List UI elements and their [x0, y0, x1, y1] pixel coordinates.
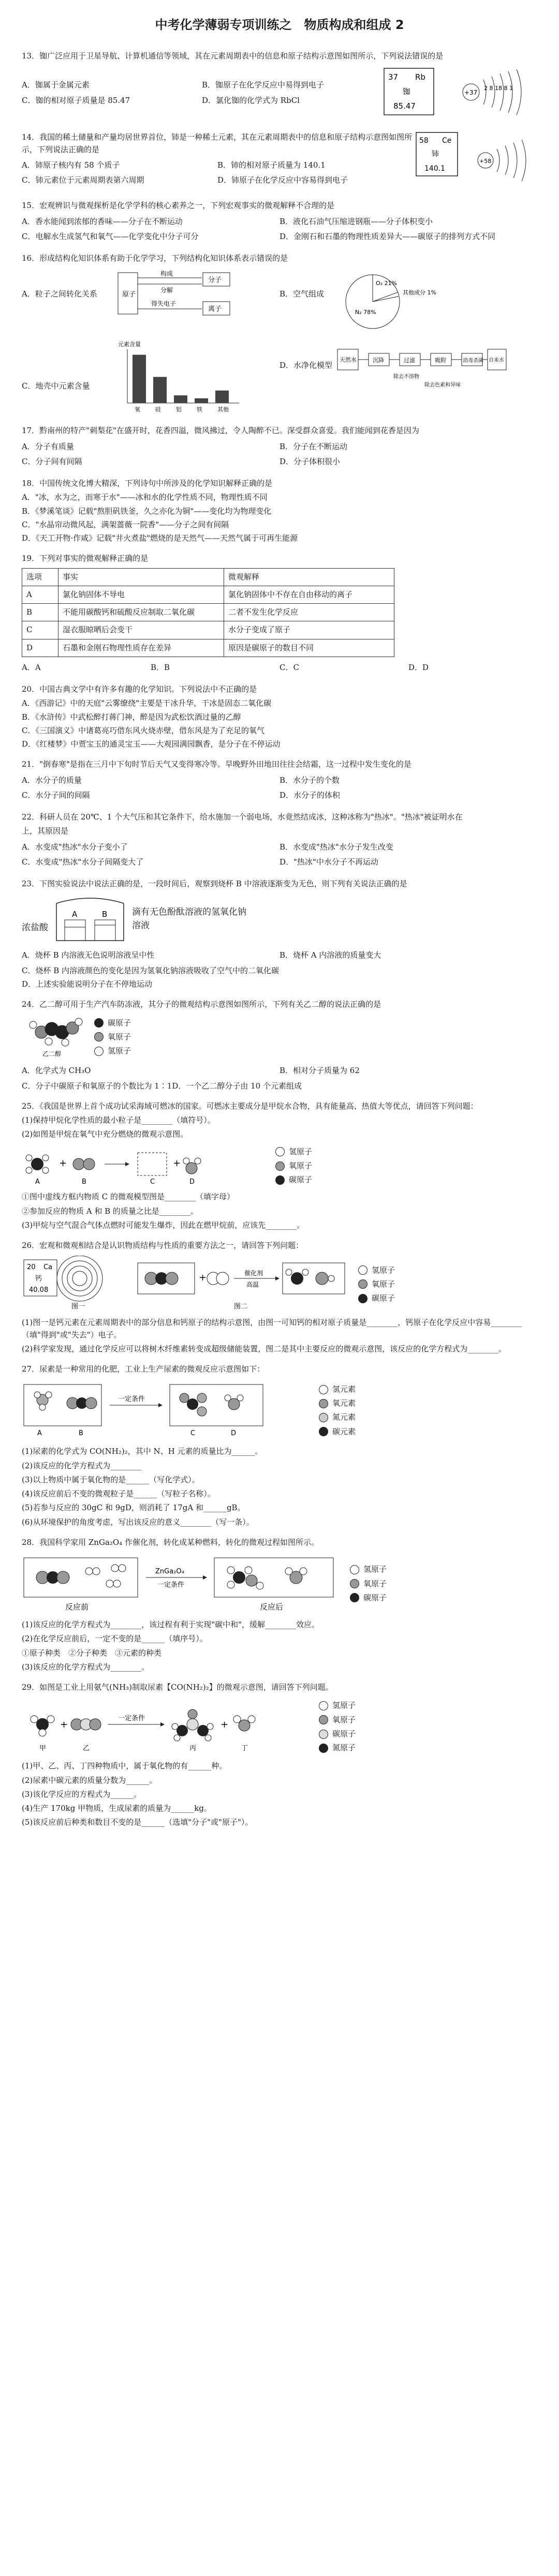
option-c: C．铈元素位于元素周期表第六周期 — [22, 175, 144, 185]
legend-nitrogen: 氮原子 — [319, 1742, 356, 1754]
svg-text:+: + — [220, 1719, 229, 1730]
option-a: A．铈原子核内有 58 个质子 — [22, 160, 120, 170]
methane-combustion-diagram — [22, 1145, 265, 1187]
nucleus-charge: +37 — [464, 89, 478, 97]
label-electron: 得失电子 — [151, 300, 176, 308]
label-remove-color: 除去色素和异味 — [424, 382, 461, 389]
question-21 — [22, 758, 537, 803]
label-disinfect: 消毒杀菌 — [463, 358, 483, 364]
option-d: D．D — [408, 662, 429, 672]
beaker-a-label: A — [72, 910, 78, 919]
subquestion-5: (5)该反应前后种类和数目不变的是______（选填"分子"或"原子"）。 — [22, 1818, 253, 1827]
subquestion-2: (2)该反应的化学方程式为________ — [22, 1461, 142, 1470]
table-cell: 水分子变成了原子 — [224, 621, 394, 639]
ca-mass: 40.08 — [29, 1286, 49, 1294]
legend-hydrogen: 氢原子 — [275, 1146, 312, 1158]
question-24 — [22, 999, 537, 1092]
subquestion-2a: ①图中虚线方框内物质 C 的微观模型图是________（填字母） — [22, 1192, 235, 1202]
beaker-b — [95, 920, 115, 941]
option-a: A．烧杯 B 内溶液无色说明溶液呈中性 — [22, 950, 155, 960]
shell-electrons: 2 8 18 8 1 — [484, 85, 513, 92]
bar-1 — [153, 377, 167, 403]
option-a: A．粒子之间转化关系 — [22, 289, 97, 299]
question-14 — [22, 129, 537, 191]
nucleus-charge: +58 — [479, 158, 492, 165]
bar-label-4: 其他 — [217, 406, 229, 413]
legend-nitrogen: 氮元素 — [319, 1411, 356, 1423]
header-explanation: 微观解释 — [224, 568, 394, 586]
label-naoh: 滴有无色酚酞溶液的氢氧化钠溶液 — [132, 907, 246, 931]
question-stem: 27．尿素是一种常用的化肥，工业上生产尿素的微观反应示意图如下： — [22, 1364, 265, 1374]
legend-carbon: 碳原子 — [358, 1292, 395, 1304]
option-d: D．水分子的体积 — [280, 790, 341, 800]
question-18 — [22, 478, 537, 544]
label-d: D — [189, 1178, 195, 1186]
subquestion-2: (2)如图是甲烷在氧气中充分燃烧的微观示意图。 — [22, 1129, 188, 1139]
ethylene-glycol-molecule — [22, 1014, 84, 1060]
crust-element-chart — [115, 339, 244, 416]
figure-2 — [136, 1256, 353, 1313]
question-27 — [22, 1363, 537, 1528]
figure-1-caption: 图一 — [71, 1303, 85, 1311]
legend-hydrogen: 氢原子 — [94, 1045, 131, 1057]
question-29 — [22, 1681, 537, 1829]
label-filter: 过滤 — [404, 357, 415, 364]
header-fact: 事实 — [58, 568, 224, 586]
subquestion-3: (3)该反应的化学方程式为________。 — [22, 1662, 150, 1672]
bell-jar — [56, 903, 124, 941]
option-c: C．分子间有间隔 — [22, 456, 82, 466]
question-stem: 17．黔南州的特产"刺梨花"在盛开时，花香四溢，微风拂过，令人陶醉不已。深受群众喜爱。我们能闻到花香是因为 — [22, 426, 419, 436]
option-b: B．烧杯 A 内溶液的质量变大 — [280, 950, 381, 960]
legend-oxygen: 氧原子 — [319, 1714, 356, 1726]
question-20 — [22, 683, 537, 750]
chart-title: 元素含量 — [118, 341, 141, 348]
legend-oxygen: 氧元素 — [319, 1397, 356, 1409]
legend-hydrogen: 氢原子 — [358, 1264, 395, 1276]
legend-hydrogen: 氢原子 — [350, 1564, 387, 1575]
option-d: D．氯化铷的化学式为 RbCl — [202, 95, 300, 105]
condition-label: 一定条件 — [118, 1714, 145, 1722]
cell-symbol: Rb — [415, 72, 425, 82]
figure-2-caption: 图二 — [234, 1303, 248, 1311]
question-28 — [22, 1537, 537, 1673]
option-b: B．《水浒传》中武松醉打蒋门神，醉是因为武松饮酒过量的乙醇 — [22, 712, 241, 722]
option-b: B．《梦溪笔谈》记载"熬胆矾铁釜，久之亦化为铜"——变化均为物理变化 — [22, 506, 272, 516]
option-c: C．"水晶帘动微风起，满架蔷薇一院香"——分子之间有间隔 — [22, 519, 229, 529]
subquestion-3: (3)甲烷与空气混合气体点燃时可能发生爆炸，因此在燃甲烷前，应该先________。 — [22, 1220, 305, 1230]
subquestion-1: (1)图一是钙元素在元素周期表中的部分信息和钙原子的结构示意图，由图一可知钙的相对原子质量是________，钙原子在化学反应中容易________（填"得到"或"失去"）电子。 — [22, 1318, 522, 1339]
subquestion-1: (1)甲、乙、丙、丁四种物质中，属于氧化物的有______种。 — [22, 1761, 227, 1771]
option-c: C．分子中碳原子和氧原子的个数比为 1∶1D．一个乙二醇分子由 10 个元素组成 — [22, 1081, 302, 1091]
option-c: C．烧杯 B 内溶液颜色的变化是因为氢氧化钠溶液吸收了空气中的二氧化碳 — [22, 965, 280, 975]
question-15 — [22, 200, 537, 244]
label-remove-insoluble: 除去不溶物 — [393, 374, 419, 380]
subquestion-4: (4)该反应前后不变的微观粒子是______（写粒子名称）。 — [22, 1489, 215, 1499]
question-stem: 25．《我国是世界上首个成功试采海域可燃冰的国家。可燃冰主要成分是甲烷水合物，具有能量高、热值大等优点，请回答下列问题： — [22, 1101, 478, 1111]
label-decompose: 分解 — [160, 287, 173, 294]
legend-carbon: 碳元素 — [319, 1426, 356, 1438]
question-stem: 19．下列对事实的微观解释正确的是 — [22, 554, 149, 563]
option-b: B．铷原子在化学反应中易得到电子 — [202, 80, 325, 90]
bar-label-1: 硅 — [155, 406, 161, 413]
beaker-a — [65, 920, 85, 941]
label-yi: 乙 — [83, 1744, 90, 1752]
option-b: B．相对分子质量为 62 — [280, 1066, 360, 1076]
beaker-b-label: B — [102, 910, 108, 919]
cell-mass: 85.47 — [393, 101, 416, 111]
option-c: C．C — [280, 662, 299, 672]
before-label: 反应前 — [65, 1602, 89, 1612]
bar-label-0: 氧 — [135, 406, 140, 413]
option-b: B．水变成"热冰"水分子发生改变 — [280, 842, 393, 852]
option-c: C．电解水生成氢气和氧气——化学变化中分子可分 — [22, 231, 199, 241]
fact-table — [22, 568, 394, 657]
table-cell: 不能用碳酸钙和硫酸反应制取二氧化碳 — [58, 604, 224, 621]
label-c: C — [190, 1430, 196, 1438]
table-cell: C — [22, 621, 58, 639]
dashed-box — [138, 1153, 167, 1175]
question-23 — [22, 878, 537, 990]
question-26 — [22, 1240, 537, 1355]
figure-1 — [22, 1256, 136, 1313]
table-row — [22, 639, 394, 657]
label-jia: 甲 — [39, 1744, 47, 1752]
after-label: 反应后 — [260, 1602, 284, 1612]
question-stem: 13．铷广泛应用于卫星导航、计算机通信等领域，其在元素周期表中的信息和原子结构示意图如图所示，下列说法错误的是 — [22, 51, 444, 61]
question-16 — [22, 252, 537, 416]
label-d: D — [231, 1430, 237, 1438]
question-22 — [22, 811, 537, 870]
question-stem: 14．我国的稀土储量和产量均居世界首位，铈是一种稀土元素，其在元素周期表中的信息和原子结构示意图如图所示，下列说法正确的是 — [22, 132, 413, 154]
catalyst-label: ZnGa₂O₄ — [155, 1568, 184, 1576]
label-b: B — [79, 1430, 83, 1438]
option-d: D．上述实验能说明分子在不停地运动 — [22, 979, 153, 989]
urea-reaction-diagram — [22, 1379, 312, 1441]
table-row — [22, 621, 394, 639]
urea-production-diagram — [22, 1699, 312, 1755]
catalyst-label: 催化剂 — [244, 1270, 263, 1277]
label-ding: 丁 — [241, 1744, 248, 1752]
option-d: D．"热冰"中水分子不再运动 — [280, 857, 378, 867]
svg-text:+: + — [199, 1272, 207, 1284]
bar-label-2: 铝 — [176, 406, 182, 413]
air-composition-pie — [336, 267, 440, 335]
option-a: A．《西游记》中的天庭"云雾缭绕"主要是干冰升华，干冰是固态二氧化碳 — [22, 698, 272, 708]
legend-carbon: 碳原子 — [350, 1592, 387, 1604]
question-stem: 18．中国传统文化博大精深，下列诗句中所涉及的化学知识解释正确的是 — [22, 479, 273, 488]
legend-hydrogen: 氢元素 — [319, 1383, 356, 1395]
subquestion-3: (3)该化学反应的方程式为______。 — [22, 1789, 142, 1799]
question-17 — [22, 425, 537, 469]
label-a: A — [35, 1178, 40, 1186]
bar-4 — [215, 391, 229, 403]
option-a: A．"冰，水为之，而寒于水"——冰和水的化学性质不同，物理性质不同 — [22, 493, 268, 502]
svg-text:+: + — [59, 1157, 67, 1169]
ca-symbol: Ca — [43, 1263, 53, 1272]
cerium-figure — [413, 129, 537, 191]
legend-oxygen: 氧原子 — [275, 1160, 312, 1172]
subquestion-3: (3)以上物质中属于氧化物的是______（写化学式）。 — [22, 1475, 200, 1484]
question-stem: 28．我国科学家用 ZnGa₂O₄ 作催化剂，转化成某种燃料，转化的微观过程如图所示。 — [22, 1537, 319, 1547]
table-row — [22, 604, 394, 621]
table-cell: 二者不发生化学反应 — [224, 604, 394, 621]
table-cell: 氯化钠固体中不存在自由移动的离子 — [224, 586, 394, 603]
label-atom: 原子 — [122, 291, 136, 299]
label-bing: 丙 — [189, 1744, 197, 1752]
question-19 — [22, 553, 537, 675]
bar-3 — [195, 398, 208, 403]
table-cell: A — [22, 586, 58, 603]
option-d: D．《天工开物·作咸》记载"井火煮盐"燃烧的是天然气——天然气属于可再生能源 — [22, 533, 298, 543]
subquestion-5: (5)若参与反应的 30gC 和 9gD，则消耗了 17gA 和______gB。 — [22, 1503, 245, 1513]
question-stem: 23．下图实验说法中说法正确的是，一段时间后，观察到烧杯 B 中溶液逐渐变为无色，则下列有关说法正确的是 — [22, 879, 407, 889]
label-a: A — [37, 1430, 42, 1438]
question-stem: 21．"倒春寒"是指在三月中下旬时节后天气又变得寒冷等。旱晚野外田地田往往会结霜，这一过程中发生变化的是 — [22, 760, 411, 769]
option-d: D．铈原子在化学反应中容易得到电子 — [217, 175, 348, 185]
option-c: C．水变成"热冰"水分子间隔变大了 — [22, 857, 144, 867]
bar-2 — [174, 396, 187, 404]
cell-name: 铷 — [403, 87, 411, 97]
legend-carbon: 碳原子 — [275, 1174, 312, 1186]
cell-mass: 140.1 — [424, 165, 446, 173]
subquestion-2-options: ①原子种类 ②分子种类 ③元素的种类 — [22, 1648, 162, 1658]
option-b: B．铈的相对原子质量为 140.1 — [217, 160, 326, 170]
option-b: B．分子在不断运动 — [280, 441, 348, 451]
pie-label-other: 其他成分 1% — [403, 289, 436, 296]
option-a: A．化学式为 CH₃O — [22, 1066, 91, 1076]
question-13 — [22, 50, 537, 121]
option-b: B．液化石油气压缩进钢瓶——分子体积变小 — [280, 216, 433, 226]
subquestion-2: (2)科学家发现，通过化学反应可以将树木纤维素转变成超级储能装置，图二是其中主要反应的微观示意图，该反应的化学方程式为________。 — [22, 1344, 507, 1353]
question-stem-continued: 上，其原因是 — [22, 826, 69, 836]
question-stem: 15．宏观辨识与微观探析是化学学科的核心素养之一，下列宏观事实的微观解释不合理的是 — [22, 201, 335, 211]
legend-carbon: 碳原子 — [319, 1728, 356, 1740]
cell-number: 58 — [419, 137, 429, 145]
table-row — [22, 586, 394, 603]
option-a: A．铷属于金属元素 — [22, 80, 90, 90]
question-stem: 29．如图是工业上用氨气(NH₃)制取尿素【CO(NH₂)₂】的微观示意图，请回答下列问题。 — [22, 1682, 333, 1692]
water-purification-diagram — [336, 339, 507, 391]
catalysis-diagram — [22, 1553, 343, 1615]
option-d: D．《红楼梦》中贾宝玉的通灵宝玉——大观园满园飘香，是分子在不停运动 — [22, 739, 281, 749]
svg-text:+: + — [173, 1157, 181, 1169]
heat-label: 高温 — [246, 1281, 259, 1289]
svg-text:+: + — [60, 1719, 68, 1730]
option-c: C．水分子间的间隔 — [22, 790, 90, 800]
table-cell: D — [22, 639, 58, 657]
beaker-setup — [51, 893, 129, 945]
label-tap-water: 自来水 — [489, 358, 504, 364]
subquestion-2: (2)在化学反应前后，一定不变的是______（填序号）。 — [22, 1634, 208, 1644]
label-adsorb: 吸附 — [435, 357, 446, 364]
label-hcl: 浓盐酸 — [22, 922, 48, 933]
table-cell: 原因是碳原子的数目不同 — [224, 639, 394, 657]
option-c: C．地壳中元素含量 — [22, 381, 90, 391]
legend-carbon: 碳原子 — [94, 1017, 131, 1029]
label-molecule: 分子 — [208, 276, 222, 285]
option-d: D．分子体积很小 — [280, 456, 341, 466]
legend-oxygen: 氧原子 — [94, 1031, 131, 1043]
table-cell: B — [22, 604, 58, 621]
option-a: A．水分子的质量 — [22, 775, 82, 785]
legend-oxygen: 氧原子 — [350, 1578, 387, 1590]
option-c: C．《三国演义》中诸葛亮巧借东风火烧赤壁，借东风是为了充足的氧气 — [22, 725, 264, 735]
subquestion-4: (4)生产 170kg 甲物质，生成尿素的质量为______kg。 — [22, 1804, 212, 1813]
subquestion-6: (6)从环境保护的角度考虑，写出该反应的意义________（写一条）。 — [22, 1517, 254, 1527]
condition-label: 一定条件 — [157, 1581, 185, 1589]
bar-label-3: 铁 — [197, 406, 202, 413]
label-settle: 沉降 — [373, 357, 384, 364]
ca-name: 钙 — [35, 1275, 42, 1283]
label-compose: 构成 — [160, 270, 173, 278]
option-b: B．B — [151, 662, 170, 672]
pie-label-n2: N₂ 78% — [355, 309, 376, 316]
cell-symbol: Ce — [442, 137, 452, 145]
label-natural-water: 天然水 — [340, 356, 357, 364]
subquestion-1: (1)尿素的化学式为 CO(NH₂)₂，其中 N、H 元素的质量比为______。 — [22, 1447, 263, 1456]
table-cell: 氯化钠固体不导电 — [58, 586, 224, 603]
rubidium-figure — [382, 64, 537, 121]
molecule-label: 乙二醇 — [42, 1050, 62, 1058]
label-b: B — [82, 1178, 86, 1186]
table-header — [22, 568, 394, 586]
cell-number: 37 — [388, 72, 399, 82]
question-stem: 26．宏观和微观相结合是认识物质结构与性质的重要方法之一，请回答下列问题： — [22, 1241, 304, 1250]
option-a: A．分子有质量 — [22, 441, 74, 451]
question-stem: 16．形成结构化知识体系有助于化学学习，下列结构化知识体系表示错误的是 — [22, 254, 288, 263]
option-d: D．水净化模型 — [280, 361, 333, 370]
page-title: 中考化学薄弱专项训练之 物质构成和组成 2 — [155, 18, 404, 32]
option-d: D．金刚石和石墨的物理性质差异大——碳原子的排列方式不同 — [280, 231, 496, 241]
label-c: C — [150, 1178, 155, 1186]
option-b: B．水分子的个数 — [280, 775, 340, 785]
legend-hydrogen: 氢原子 — [319, 1700, 356, 1711]
option-a: A．香水能闻到浓郁的香味——分子在不断运动 — [22, 216, 183, 226]
question-25 — [22, 1100, 537, 1231]
bar-0 — [133, 355, 146, 403]
subquestion-2b: ②参加反应的物质 A 和 B 的质量之比是________。 — [22, 1206, 198, 1216]
header-option: 选项 — [22, 568, 58, 586]
option-a: A．A — [22, 662, 41, 672]
subquestion-2: (2)尿素中碳元素的质量分数为______。 — [22, 1775, 157, 1785]
label-ion: 离子 — [208, 305, 222, 314]
option-b: B．空气组成 — [280, 289, 325, 299]
option-a: A．水变成"热冰"水分子变小了 — [22, 842, 128, 852]
option-c: C．铷的相对原子质量是 85.47 — [22, 95, 130, 105]
particle-relation-diagram — [115, 267, 244, 324]
table-cell: 湿衣服晾晒后会变干 — [58, 621, 224, 639]
table-cell: 石墨和金刚石物理性质存在差异 — [58, 639, 224, 657]
legend-oxygen: 氧原子 — [358, 1278, 395, 1290]
question-stem: 22．科研人员在 20℃、1 个大气压和其它条件下，给水施加一个弱电场，水竟然结成冰，这种冰称为"热冰"。"热冰"被证明水在 — [22, 812, 463, 822]
subquestion-1: (1)该反应的化学方程式为________，该过程有利于实现"碳中和"，缓解________效应。 — [22, 1620, 320, 1630]
subquestion-1: (1)保持甲烷化学性质的最小粒子是________（填符号）。 — [22, 1115, 215, 1125]
ca-number: 20 — [27, 1263, 36, 1272]
question-stem: 24．乙二醇可用于生产汽车防冻液，其分子的微观结构示意图如图所示，下列有关乙二醇的说法正确的是 — [22, 1000, 381, 1009]
pie-label-o2: O₂ 21% — [376, 280, 398, 287]
cell-name: 铈 — [432, 150, 439, 159]
condition-label: 一定条件 — [118, 1395, 145, 1404]
question-stem: 20．中国古典文学中有许多有趣的化学知识。下列说法中不正确的是 — [22, 684, 257, 694]
